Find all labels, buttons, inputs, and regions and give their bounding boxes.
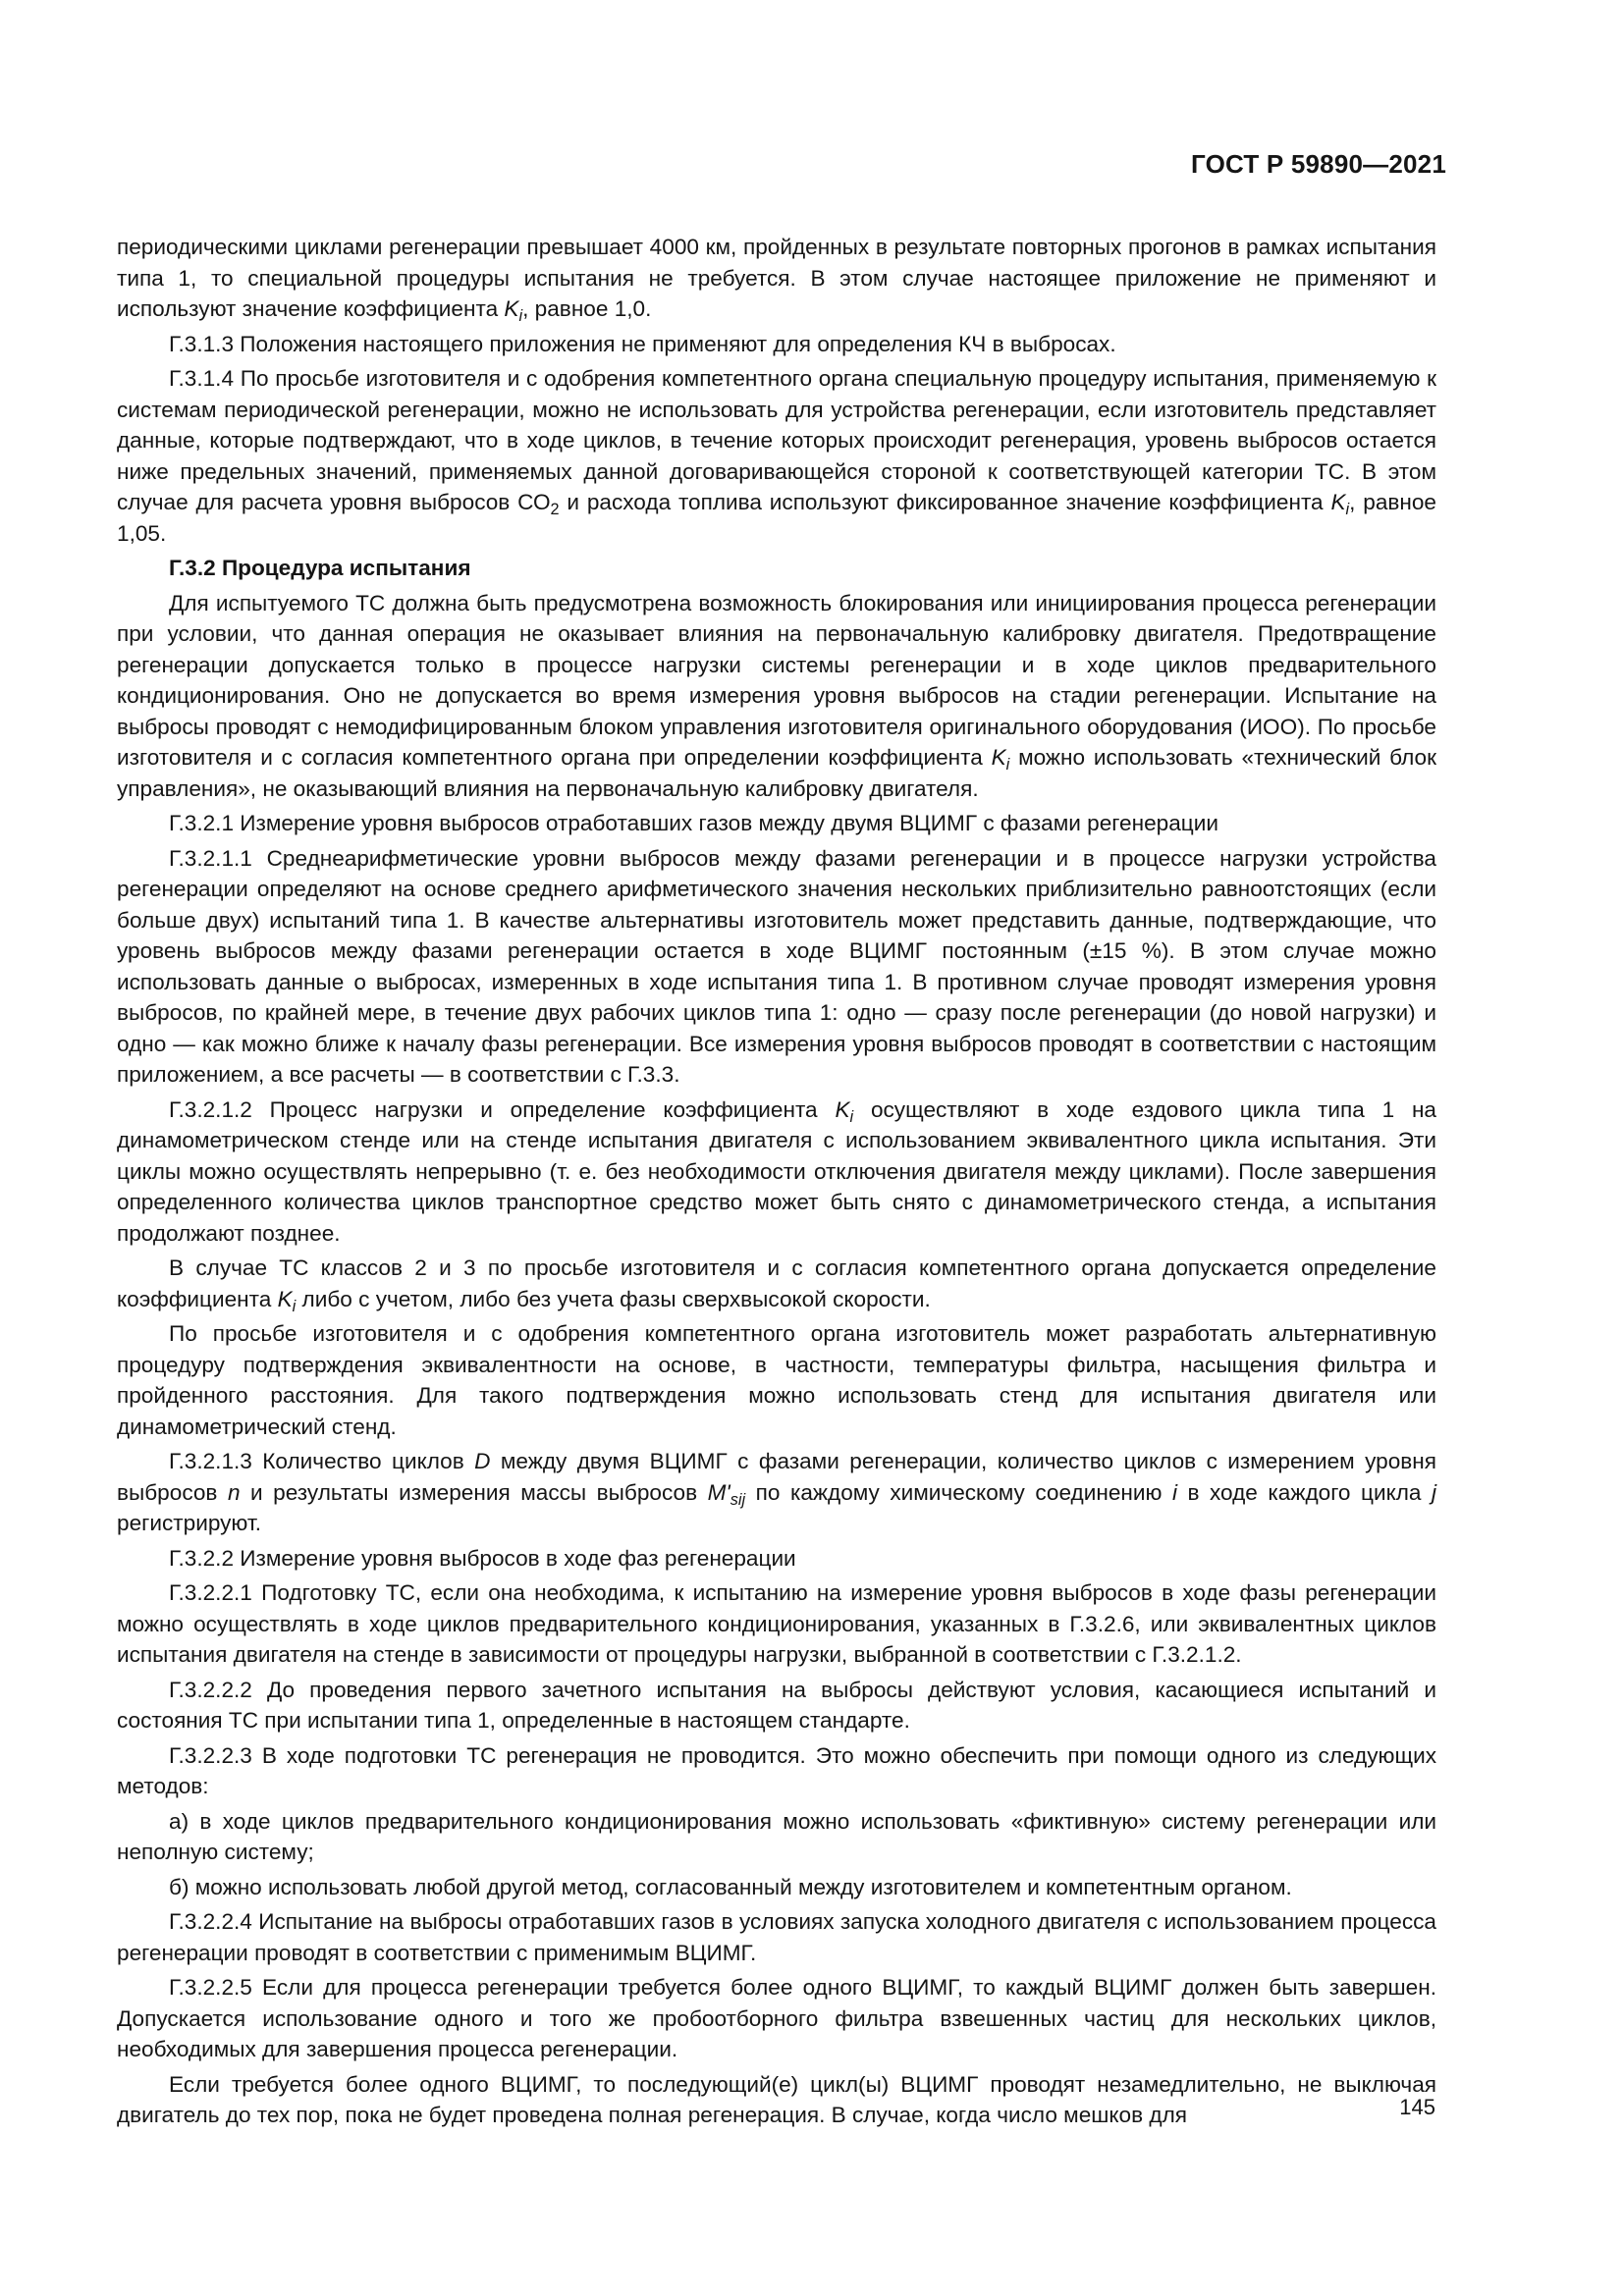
paragraph: Если требуется более одного ВЦИМГ, то последующий(е) цикл(ы) ВЦИМГ проводят незамедлительно, не выключая двигатель до тех пор, пока не будет проведена полная регенерация. В случае, когда число мешков для <box>117 2071 1436 2127</box>
paragraph: Г.3.2.1.2 Процесс нагрузки и определение коэффициента $K_i$ осуществляют в ходе ездового цикла типа 1 на динамометрическом стенде или на стенде испытания двигателя с использованием эквивалентного цикла испытания. Эти циклы можно осуществлять непрерывно (т. е. без необходимости отключения двигателя между циклами). После завершения определенного количества циклов транспортное средство может быть снято с динамометрического стенда, а испытания продолжают позднее. <box>117 1096 1436 1246</box>
paragraph: Г.3.2.1 Измерение уровня выбросов отработавших газов между двумя ВЦИМГ с фазами регенерации <box>169 811 1218 835</box>
paragraph: Г.3.2.2.2 До проведения первого зачетного испытания на выбросы действуют условия, касающиеся испытаний и состояния ТС при испытании типа 1, определенные в настоящем стандарте. <box>117 1677 1436 1733</box>
paragraph: Г.3.2.1.3 Количество циклов D между двумя ВЦИМГ с фазами регенерации, количество циклов с измерением уровня выбросов n и результаты измерения массы выбросов $M'_{sij}$ по каждому химическому соединению i в ходе каждого цикла j регистрируют. <box>117 1449 1437 1535</box>
paragraph: Г.3.2.2 Измерение уровня выбросов в ходе фаз регенерации <box>169 1545 796 1571</box>
paragraph: Г.3.2.2.1 Подготовку ТС, если она необходима, к испытанию на измерение уровня выбросов в ходе фазы регенерации можно осуществлять в ходе циклов предварительного кондиционирования, указанных в Г.3.2.6, или эквивалентных циклов испытания двигателя на стенде в зависимости от процедуры нагрузки, выбранной в соответствии с Г.3.2.1.2. <box>117 1580 1436 1667</box>
document-body <box>117 232 1436 2135</box>
paragraph: Г.3.2.2.3 В ходе подготовки ТС регенерация не проводится. Это можно обеспечить при помощи одного из следующих методов: <box>117 1742 1436 1798</box>
paragraph: Г.3.1.4 По просьбе изготовителя и с одобрения компетентного органа специальную процедуру испытания, применяемую к системам периодической регенерации, можно не использовать для устройства регенерации, если изготовитель представляет данные, которые подтверждают, что в ходе циклов, в течение которых происходит регенерация, уровень выбросов остается ниже предельных значений, применяемых данной договаривающейся стороной к соответствующей категории ТС. В этом случае для расчета уровня выбросов $СО_2$ и расхода топлива используют фиксированное значение коэффициента $K_i$, равное 1,05. <box>117 366 1436 546</box>
page-number: 145 <box>1399 2095 1435 2119</box>
paragraph: Г.3.2.2.5 Если для процесса регенерации требуется более одного ВЦИМГ, то каждый ВЦИМГ должен быть завершен. Допускается использование одного и того же пробоотборного фильтра взвешенных частиц для нескольких циклов, необходимых для завершения процесса регенерации. <box>117 1975 1436 2061</box>
paragraph: б) можно использовать любой другой метод, согласованный между изготовителем и компетентным органом. <box>169 1874 1292 1899</box>
paragraph: В случае ТС классов 2 и 3 по просьбе изготовителя и с согласия компетентного органа допускается определение коэффициента $K_i$ либо с учетом, либо без учета фазы сверхвысокой скорости. <box>117 1255 1436 1315</box>
document-header: ГОСТ Р 59890—2021 <box>1191 149 1446 179</box>
paragraph: периодическими циклами регенерации превышает 4000 км, пройденных в результате повторных прогонов в рамках испытания типа 1, то специальной процедуры испытания не требуется. В этом случае настоящее приложение не применяют и используют значение коэффициента $K_i$, равное 1,0. <box>117 235 1436 326</box>
paragraph: Для испытуемого ТС должна быть предусмотрена возможность блокирования или инициирования процесса регенерации при условии, что данная операция не оказывает влияния на первоначальную калибровку двигателя. Предотвращение регенерации допускается только в процессе нагрузки системы регенерации и в ходе циклов предварительного кондиционирования. Оно не допускается во время измерения уровня выбросов на стадии регенерации. Испытание на выбросы проводят с немодифицированным блоком управления изготовителя оригинального оборудования (ИОО). По просьбе изготовителя и с согласия компетентного органа при определении коэффициента $K_i$ можно использовать «технический блок управления», не оказывающий влияния на первоначальную калибровку двигателя. <box>117 590 1436 801</box>
paragraph: Г.3.1.3 Положения настоящего приложения не применяют для определения КЧ в выбросах. <box>169 331 1116 356</box>
section-heading: Г.3.2 Процедура испытания <box>169 556 471 580</box>
paragraph: Г.3.2.2.4 Испытание на выбросы отработавших газов в условиях запуска холодного двигателя с использованием процесса регенерации проводят в соответствии с применимым ВЦИМГ. <box>117 1909 1436 1965</box>
paragraph: По просьбе изготовителя и с одобрения компетентного органа изготовитель может разработать альтернативную процедуру подтверждения эквивалентности на основе, в частности, температуры фильтра, насыщения фильтра и пройденного расстояния. Для такого подтверждения можно использовать стенд для испытания двигателя или динамометрический стенд. <box>117 1321 1436 1439</box>
paragraph: Г.3.2.1.1 Среднеарифметические уровни выбросов между фазами регенерации и в процессе нагрузки устройства регенерации определяют на основе среднего арифметического значения нескольких приблизительно равноотстоящих (если больше двух) испытаний типа 1. В качестве альтернативы изготовитель может представить данные, подтверждающие, что уровень выбросов между фазами регенерации остается в ходе ВЦИМГ постоянным (±15 %). В этом случае можно использовать данные о выбросах, измеренных в ходе испытания типа 1. В противном случае проводят измерения уровня выбросов, по крайней мере, в течение двух рабочих циклов типа 1: одно — сразу после регенерации (до новой нагрузки) и одно — как можно ближе к началу фазы регенерации. Все измерения уровня выбросов проводят в соответствии с настоящим приложением, а все расчеты — в соответствии с Г.3.3. <box>117 845 1436 1087</box>
paragraph: а) в ходе циклов предварительного кондиционирования можно использовать «фиктивную» систему регенерации или неполную систему; <box>117 1808 1436 1864</box>
